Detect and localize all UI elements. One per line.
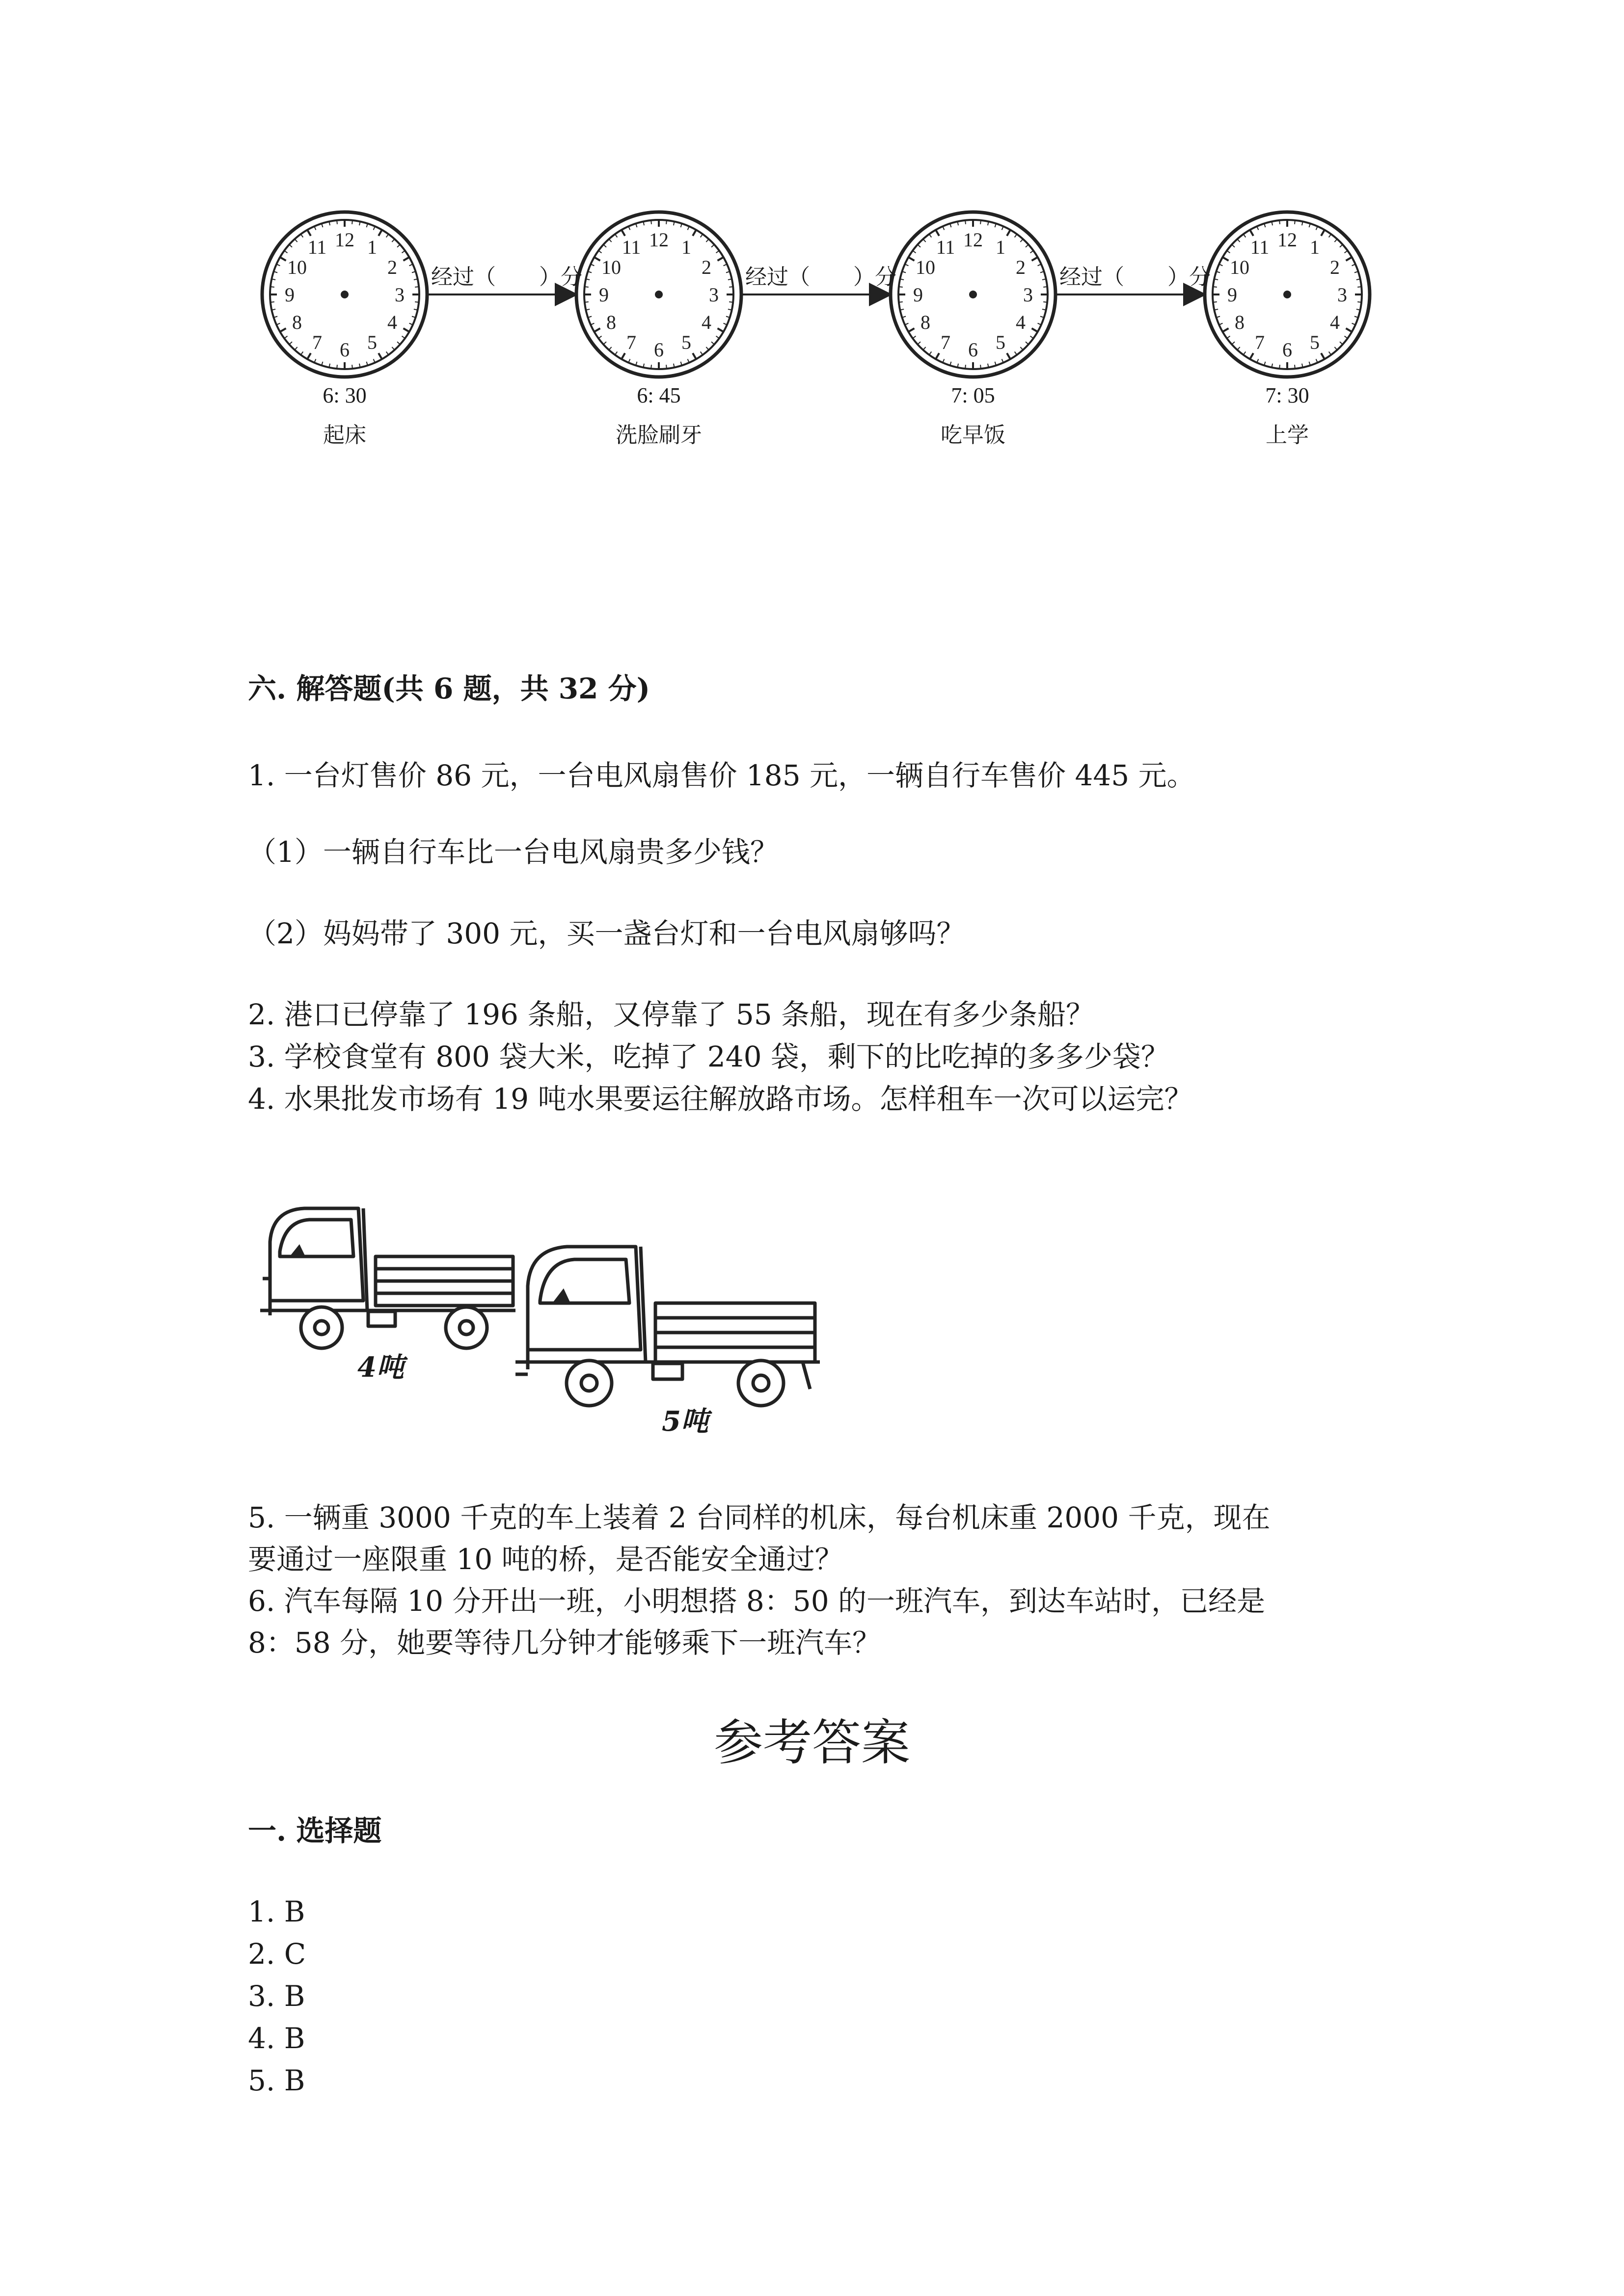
question-6-line-1: 6. 汽车每隔 10 分开出一班，小明想搭 8：50 的一班汽车，到达车站时，已经是: [248, 1584, 1266, 1618]
clock-time-2: 6: 45: [637, 383, 681, 407]
clock-numeral: 11: [307, 236, 327, 259]
clock-numeral: 1: [367, 236, 377, 259]
clock-numeral: 9: [599, 284, 609, 306]
clock-time-1: 6: 30: [323, 383, 367, 407]
answer-item-2: 2. C: [248, 1937, 306, 1971]
answer-item-5: 5. B: [248, 2064, 305, 2097]
clock-numeral: 2: [1015, 256, 1026, 278]
answers-section1-title: 一. 选择题: [248, 1814, 382, 1847]
clock-numeral: 6: [968, 339, 978, 361]
question-1-part-2: （2）妈妈带了 300 元，买一盏台灯和一台电风扇够吗？: [248, 917, 965, 950]
clock-numeral: 7: [1255, 331, 1265, 353]
clock-numeral: 3: [1337, 284, 1347, 306]
truck-5-ton-label: 5吨: [662, 1405, 708, 1438]
clock-numeral: 8: [1235, 311, 1245, 333]
clock-numeral: 10: [1230, 256, 1250, 278]
section6-title: 六. 解答题(共 6 题，共 32 分): [248, 672, 650, 705]
arrow-label-1: 经过（ ）分: [431, 265, 582, 290]
clock-numeral: 7: [312, 331, 322, 353]
question-1: 1. 一台灯售价 86 元，一台电风扇售价 185 元，一辆自行车售价 445 元。: [248, 759, 1195, 792]
clock-numeral: 9: [1227, 284, 1237, 306]
question-6-line-2: 8：58 分，她要等待几分钟才能够乘下一班汽车？: [248, 1626, 881, 1659]
answer-item-4: 4. B: [248, 2022, 305, 2055]
question-3: 3. 学校食堂有 800 袋大米，吃掉了 240 袋，剩下的比吃掉的多多少袋？: [248, 1040, 1169, 1073]
clock-numeral: 12: [1277, 229, 1297, 251]
clock-numeral: 12: [963, 229, 983, 251]
clock-numeral: 3: [709, 284, 719, 306]
clock-numeral: 4: [1015, 311, 1026, 333]
arrow-label-2: 经过（ ）分: [745, 265, 896, 290]
clock-numeral: 3: [395, 284, 405, 306]
answers-title: 参考答案: [714, 1714, 910, 1771]
clock-numeral: 3: [1023, 284, 1033, 306]
clock-numeral: 4: [387, 311, 397, 333]
clock-numeral: 11: [936, 236, 955, 259]
clock-numeral: 6: [340, 339, 350, 361]
answer-item-3: 3. B: [248, 1979, 305, 2013]
clock-numeral: 8: [920, 311, 931, 333]
clock-face-2: [576, 212, 741, 377]
clock-numeral: 2: [701, 256, 711, 278]
clock-numeral: 1: [996, 236, 1005, 259]
clock-numeral: 10: [287, 256, 307, 278]
clock-numeral: 9: [285, 284, 295, 306]
clock-label-1: 起床: [323, 423, 366, 448]
question-4: 4. 水果批发市场有 19 吨水果要运往解放路市场。怎样租车一次可以运完？: [248, 1082, 1193, 1116]
clock-time-3: 7: 05: [951, 383, 995, 407]
clock-face-3: [891, 212, 1056, 377]
clock-numeral: 7: [941, 331, 950, 353]
clock-numeral: 5: [367, 331, 377, 353]
clock-numeral: 2: [1329, 256, 1340, 278]
clock-numeral: 4: [701, 311, 711, 333]
clock-numeral: 7: [626, 331, 636, 353]
clock-numeral: 1: [1310, 236, 1320, 259]
clock-numeral: 5: [681, 331, 691, 353]
clock-label-3: 吃早饭: [941, 423, 1005, 448]
question-1-part-1: （1）一辆自行车比一台电风扇贵多少钱？: [248, 835, 779, 869]
clock-numeral: 12: [335, 229, 354, 251]
clock-numeral: 9: [913, 284, 923, 306]
clock-numeral: 11: [622, 236, 641, 259]
question-2: 2. 港口已停靠了 196 条船，又停靠了 55 条船，现在有多少条船？: [248, 998, 1095, 1031]
clock-numeral: 10: [916, 256, 936, 278]
clock-numeral: 11: [1250, 236, 1270, 259]
truck-5-ton: [506, 1227, 820, 1423]
truck-4-ton-label: 4吨: [357, 1351, 404, 1384]
clock-label-4: 上学: [1266, 423, 1309, 448]
clock-numeral: 5: [996, 331, 1005, 353]
clock-numeral: 5: [1310, 331, 1320, 353]
clock-numeral: 1: [681, 236, 691, 259]
clock-numeral: 8: [292, 311, 302, 333]
clock-numeral: 6: [654, 339, 664, 361]
clock-numeral: 4: [1329, 311, 1340, 333]
clock-face-1: [262, 212, 427, 377]
clock-numeral: 2: [387, 256, 397, 278]
question-5-line-1: 5. 一辆重 3000 千克的车上装着 2 台同样的机床，每台机床重 2000 千克，现在: [248, 1501, 1271, 1534]
clock-numeral: 6: [1282, 339, 1292, 361]
arrow-label-3: 经过（ ）分: [1059, 265, 1211, 290]
clock-label-2: 洗脸刷牙: [616, 423, 702, 448]
clock-time-4: 7: 30: [1265, 383, 1309, 407]
answer-item-1: 1. B: [248, 1895, 305, 1928]
clock-numeral: 10: [601, 256, 622, 278]
clock-numeral: 8: [606, 311, 617, 333]
clock-face-4: [1205, 212, 1370, 377]
clock-numeral: 12: [649, 229, 669, 251]
clock-diagram: [0, 0, 1624, 491]
truck-4-ton: [250, 1198, 515, 1364]
question-5-line-2: 要通过一座限重 10 吨的桥，是否能安全通过？: [248, 1543, 843, 1576]
